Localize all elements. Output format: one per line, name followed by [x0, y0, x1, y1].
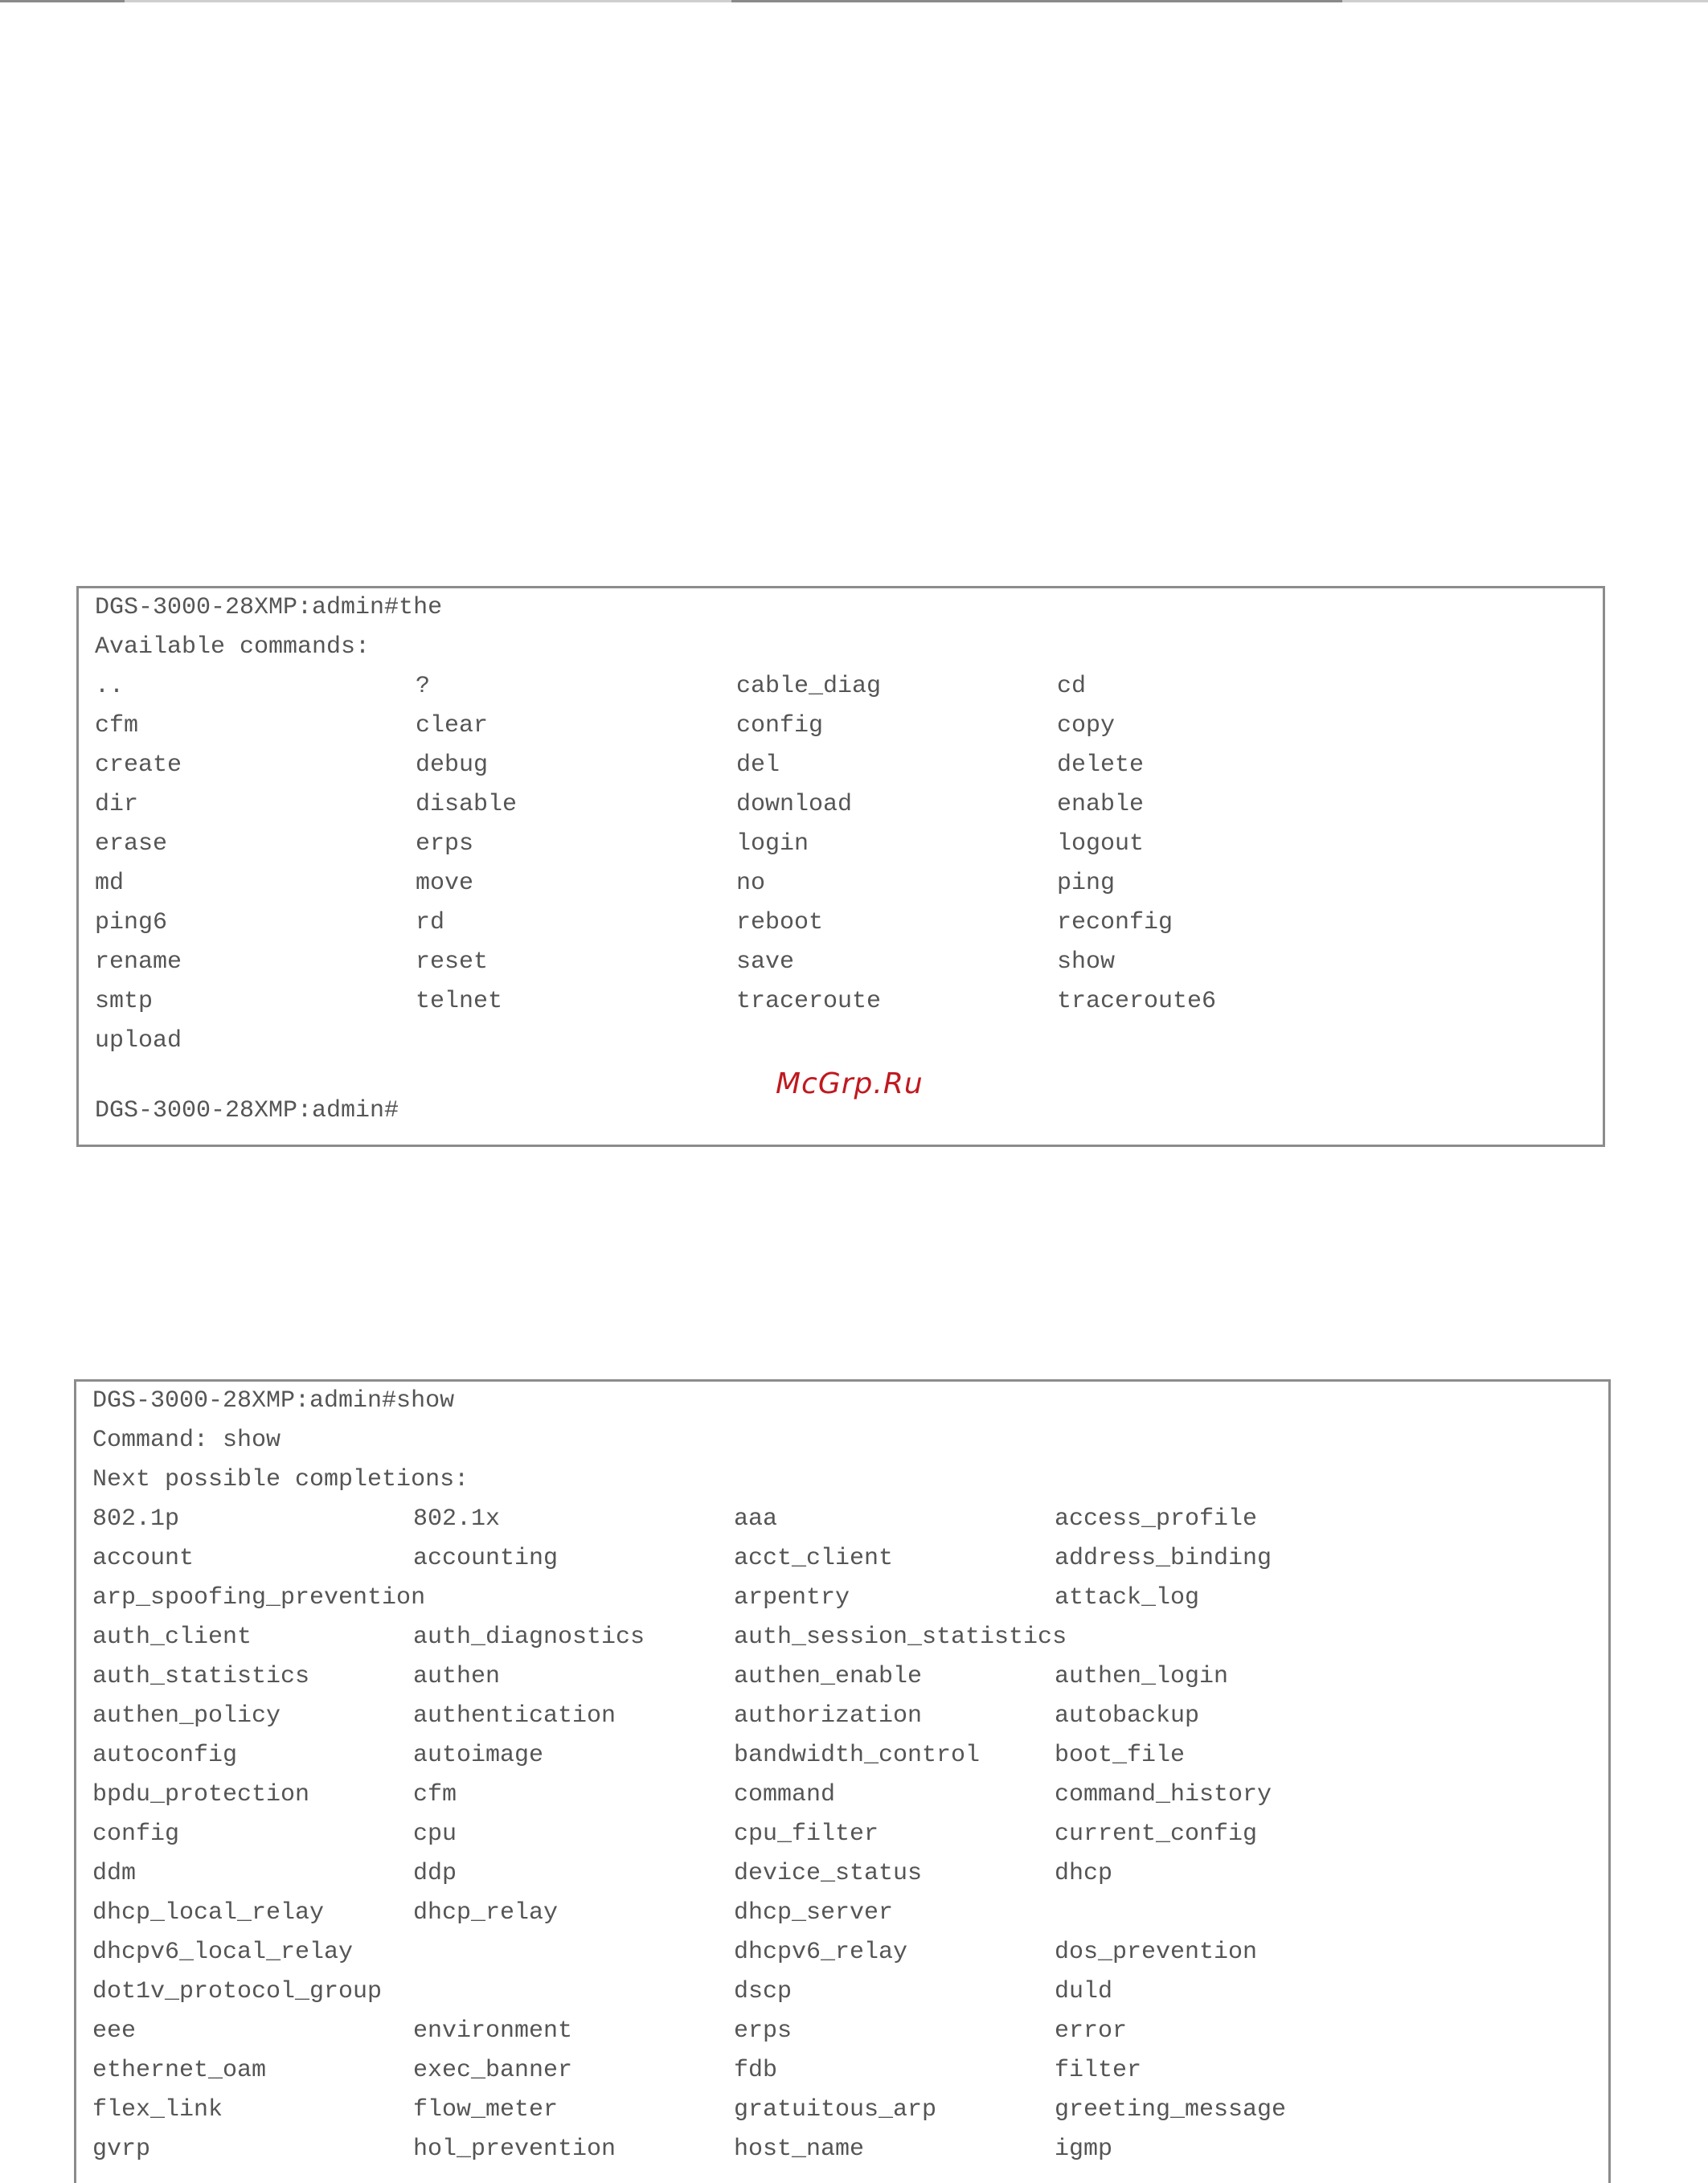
command-cell: logout [1057, 830, 1145, 858]
command-cell: command [734, 1781, 836, 1808]
command-cell: acct_client [734, 1545, 894, 1572]
command-cell: rd [416, 909, 445, 936]
command-cell: reset [416, 948, 489, 976]
command-cell: access_profile [1055, 1505, 1258, 1533]
command-cell: auth_client [92, 1624, 252, 1651]
command-cell: del [736, 752, 780, 779]
command-cell: erps [416, 830, 474, 858]
command-cell: dhcp [1055, 1860, 1113, 1887]
command-cell: delete [1057, 752, 1145, 779]
command-cell: login [736, 830, 809, 858]
command-cell: bpdu_protection [92, 1781, 310, 1808]
command-cell: address_binding [1055, 1545, 1272, 1572]
command-cell: cfm [95, 712, 139, 739]
command-cell: eee [92, 2017, 137, 2045]
command-cell: rename [95, 948, 182, 976]
command-cell: reboot [736, 909, 824, 936]
command-cell: igmp [1055, 2136, 1113, 2163]
command-cell: authen_enable [734, 1663, 923, 1690]
command-cell: ddp [413, 1860, 457, 1887]
command-cell: exec_banner [413, 2057, 573, 2084]
command-cell: error [1055, 2017, 1128, 2045]
command-cell: fdb [734, 2057, 778, 2084]
prompt-line: DGS-3000-28XMP:admin#show [92, 1387, 455, 1415]
command-cell: auth_statistics [92, 1663, 310, 1690]
command-cell: md [95, 870, 125, 897]
command-cell: dhcp_relay [413, 1899, 559, 1927]
command-cell: copy [1057, 712, 1116, 739]
command-cell: cpu [413, 1821, 457, 1848]
final-prompt: DGS-3000-28XMP:admin# [95, 1097, 399, 1124]
page-top-rule-segment [0, 0, 125, 2]
command-cell: aaa [734, 1505, 778, 1533]
command-cell: authen_login [1055, 1663, 1229, 1690]
command-echo: Command: show [92, 1427, 281, 1454]
command-cell: authen_policy [92, 1702, 281, 1730]
command-cell: download [736, 791, 853, 818]
command-cell: cd [1057, 673, 1087, 700]
command-cell: hol_prevention [413, 2136, 616, 2163]
command-cell: bandwidth_control [734, 1742, 981, 1769]
command-cell: no [736, 870, 766, 897]
command-cell: ethernet_oam [92, 2057, 267, 2084]
command-cell: dhcp_local_relay [92, 1899, 325, 1927]
command-cell: attack_log [1055, 1584, 1200, 1612]
command-cell: upload [95, 1027, 182, 1055]
command-cell: disable [416, 791, 518, 818]
command-cell: config [92, 1821, 180, 1848]
command-cell: flex_link [92, 2096, 223, 2124]
command-cell: traceroute6 [1057, 988, 1217, 1015]
command-cell: show [1057, 948, 1116, 976]
command-cell: account [92, 1545, 195, 1572]
command-cell: ping [1057, 870, 1116, 897]
command-cell: host_name [734, 2136, 865, 2163]
command-cell: dscp [734, 1978, 793, 2005]
command-cell: environment [413, 2017, 573, 2045]
command-cell: cfm [413, 1781, 457, 1808]
command-cell: command_history [1055, 1781, 1272, 1808]
command-cell: .. [95, 673, 125, 700]
command-cell: current_config [1055, 1821, 1258, 1848]
command-cell: cable_diag [736, 673, 882, 700]
command-cell: arpentry [734, 1584, 850, 1612]
command-cell: accounting [413, 1545, 559, 1572]
command-cell: cpu_filter [734, 1821, 879, 1848]
terminal-output-show-completions [74, 1379, 1611, 2183]
command-cell: ping6 [95, 909, 168, 936]
command-cell: ? [416, 673, 431, 700]
command-cell: clear [416, 712, 489, 739]
command-cell: smtp [95, 988, 154, 1015]
command-cell: dhcp_server [734, 1899, 894, 1927]
command-cell: boot_file [1055, 1742, 1186, 1769]
command-cell: duld [1055, 1978, 1113, 2005]
command-cell: dhcpv6_relay [734, 1939, 908, 1966]
command-cell: debug [416, 752, 489, 779]
section-header: Available commands: [95, 633, 371, 661]
command-cell: 802.1x [413, 1505, 501, 1533]
command-cell: gratuitous_arp [734, 2096, 937, 2124]
command-cell: traceroute [736, 988, 882, 1015]
watermark-text: McGrp.Ru [776, 1067, 924, 1100]
section-header: Next possible completions: [92, 1466, 469, 1493]
command-cell: save [736, 948, 795, 976]
command-cell: filter [1055, 2057, 1142, 2084]
page-top-rule-segment [731, 0, 1342, 2]
command-cell: dir [95, 791, 139, 818]
command-cell: autoconfig [92, 1742, 238, 1769]
command-cell: autoimage [413, 1742, 544, 1769]
command-cell: erps [734, 2017, 793, 2045]
command-cell: auth_session_statistics [734, 1624, 1067, 1651]
command-cell: gvrp [92, 2136, 151, 2163]
command-cell: erase [95, 830, 168, 858]
command-cell: enable [1057, 791, 1145, 818]
command-cell: dos_prevention [1055, 1939, 1258, 1966]
command-cell: flow_meter [413, 2096, 559, 2124]
command-cell: authentication [413, 1702, 616, 1730]
command-cell: ddm [92, 1860, 137, 1887]
command-cell: arp_spoofing_prevention [92, 1584, 426, 1612]
command-cell: move [416, 870, 474, 897]
command-cell: create [95, 752, 182, 779]
prompt-line: DGS-3000-28XMP:admin#the [95, 594, 443, 621]
command-cell: 802.1p [92, 1505, 180, 1533]
command-cell: dhcpv6_local_relay [92, 1939, 354, 1966]
command-cell: authen [413, 1663, 501, 1690]
command-cell: auth_diagnostics [413, 1624, 645, 1651]
command-cell: reconfig [1057, 909, 1173, 936]
command-cell: authorization [734, 1702, 923, 1730]
command-cell: device_status [734, 1860, 923, 1887]
command-cell: dot1v_protocol_group [92, 1978, 383, 2005]
command-cell: autobackup [1055, 1702, 1200, 1730]
command-cell: telnet [416, 988, 503, 1015]
terminal-output-available-commands [76, 586, 1605, 1147]
command-cell: config [736, 712, 824, 739]
command-cell: greeting_message [1055, 2096, 1287, 2124]
